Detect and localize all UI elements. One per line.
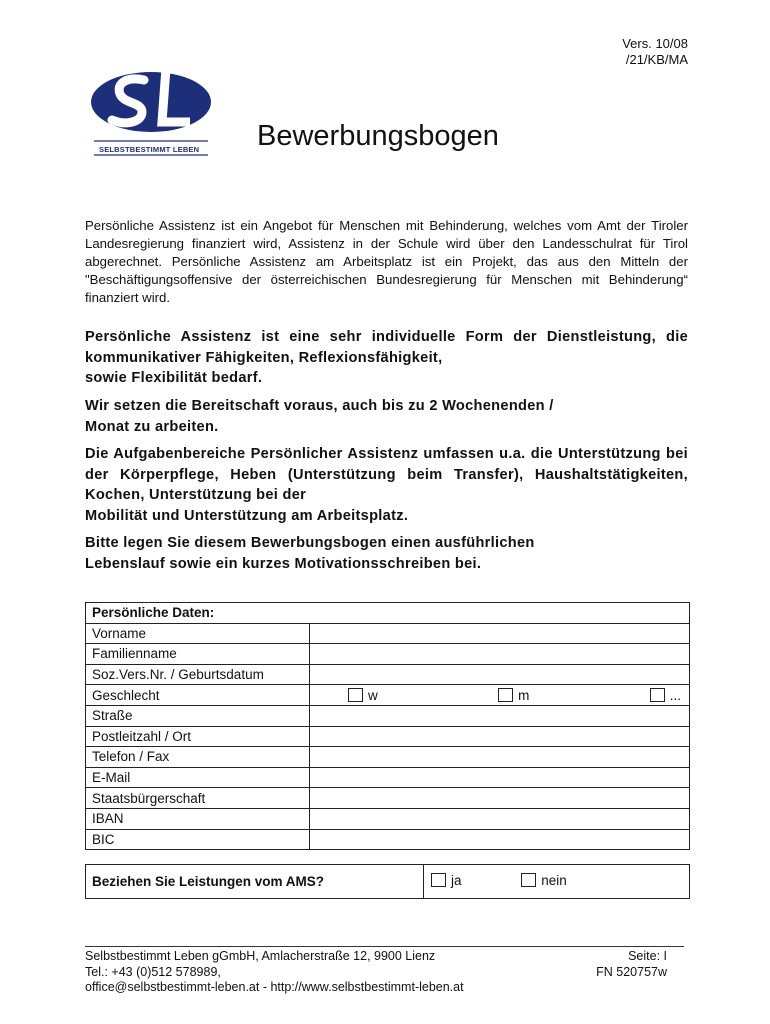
gender-options xyxy=(310,685,690,706)
version-line-2: /21/KB/MA xyxy=(625,52,688,67)
gender-option-w[interactable] xyxy=(348,686,378,705)
version-info xyxy=(622,36,688,68)
table-row xyxy=(86,705,690,726)
field-label-strasse: Straße xyxy=(86,705,310,726)
field-input-vorname[interactable] xyxy=(310,623,690,644)
field-input-bic[interactable] xyxy=(310,829,690,850)
field-input-telefon[interactable] xyxy=(310,747,690,768)
page-number: Seite: I xyxy=(628,949,667,963)
table-row xyxy=(86,685,690,706)
paragraph-text: Wir setzen die Bereitschaft voraus, auch bis zu 2 Wochenenden / xyxy=(85,398,554,414)
ams-label-no: nein xyxy=(541,872,567,888)
ams-options xyxy=(424,865,690,899)
personal-data-table xyxy=(85,602,690,850)
ams-option-yes[interactable] xyxy=(431,873,462,888)
gender-label-m: m xyxy=(518,687,530,703)
paragraph-last-line: Monat zu arbeiten. xyxy=(85,418,219,435)
footer-phone: Tel.: +43 (0)512 578989, xyxy=(85,964,221,979)
paragraph-last-line: Lebenslauf sowie ein kurzes Motivationsschreiben bei. xyxy=(85,555,482,572)
field-label-plz: Postleitzahl / Ort xyxy=(86,726,310,747)
field-input-sozvers[interactable] xyxy=(310,664,690,685)
table-row xyxy=(86,644,690,665)
field-input-email[interactable] xyxy=(310,767,690,788)
footer-divider xyxy=(85,946,684,947)
footer-address xyxy=(85,949,464,996)
field-label-geschlecht: Geschlecht xyxy=(86,685,310,706)
checkbox-nein[interactable] xyxy=(521,873,536,887)
checkbox-w[interactable] xyxy=(348,688,363,702)
paragraph-last-line: Mobilität und Unterstützung am Arbeitsplatz. xyxy=(85,507,409,524)
table-row xyxy=(86,623,690,644)
checkbox-m[interactable] xyxy=(498,688,513,702)
ams-question-table xyxy=(85,864,690,899)
table-row xyxy=(86,788,690,809)
gender-option-m[interactable] xyxy=(498,686,529,705)
field-input-plz[interactable] xyxy=(310,726,690,747)
field-input-familienname[interactable] xyxy=(310,644,690,665)
gender-label-w: w xyxy=(368,687,378,703)
table-row xyxy=(86,808,690,829)
field-label-vorname: Vorname xyxy=(86,623,310,644)
footer-page-info xyxy=(596,949,667,980)
gender-option-other[interactable] xyxy=(650,686,681,705)
paragraph-text: Bitte legen Sie diesem Bewerbungsbogen einen ausführlichen xyxy=(85,535,535,551)
field-input-iban[interactable] xyxy=(310,808,690,829)
field-label-email: E-Mail xyxy=(86,767,310,788)
logo-wordmark: SELBSTBESTIMMT LEBEN xyxy=(99,145,200,154)
table-row xyxy=(86,829,690,850)
gender-label-other: ... xyxy=(669,687,681,703)
table-row xyxy=(86,767,690,788)
paragraph-text: Die Aufgabenbereiche Persönlicher Assistenz umfassen u.a. die Unterstützung bei der Körperpflege, Heben (Unterstützung beim Transfer), Haushaltstätigkeiten, Kochen, Unterstützung bei der xyxy=(85,446,688,503)
page-title: Bewerbungsbogen xyxy=(257,120,499,152)
table-row xyxy=(86,747,690,768)
field-label-telefon: Telefon / Fax xyxy=(86,747,310,768)
footer-contact-links: office@selbstbestimmt-leben.at - http://www.selbstbestimmt-leben.at xyxy=(85,980,464,994)
field-label-staatsbuergerschaft: Staatsbürgerschaft xyxy=(86,788,310,809)
field-label-iban: IBAN xyxy=(86,808,310,829)
field-input-strasse[interactable] xyxy=(310,705,690,726)
paragraph-last-line: sowie Flexibilität bedarf. xyxy=(85,370,263,386)
table-row xyxy=(86,726,690,747)
ams-option-no[interactable] xyxy=(521,873,567,888)
paragraph-text: Persönliche Assistenz ist eine sehr individuelle Form der Dienstleistung, die kommunikativer Fähigkeiten, Reflexionsfähigkeit, xyxy=(85,329,688,366)
paragraph-attachments xyxy=(85,533,688,574)
checkbox-other[interactable] xyxy=(650,688,665,702)
paragraph-assistance-form xyxy=(85,327,688,389)
paragraph-tasks xyxy=(85,444,688,526)
paragraph-weekends xyxy=(85,396,688,437)
intro-paragraph: Persönliche Assistenz ist ein Angebot für Menschen mit Behinderung, welches vom Amt der Tiroler Landesregierung finanziert wird, Assistenz in der Schule wird über den Landesschulrat für Tirol abgerechnet. Persönliche Assistenz am Arbeitsplatz ist ein Projekt, das aus den Mitteln der "Beschäftigungsoffensive der österreichischen Bundesregierung für Menschen mit Behinderung“ finanziert wird. xyxy=(85,218,688,305)
table-row xyxy=(86,664,690,685)
footer-company: Selbstbestimmt Leben gGmbH, Amlacherstraße 12, 9900 Lienz xyxy=(85,949,436,963)
field-input-staatsbuergerschaft[interactable] xyxy=(310,788,690,809)
field-label-sozvers: Soz.Vers.Nr. / Geburtsdatum xyxy=(86,664,310,685)
company-register-number: FN 520757w xyxy=(596,964,667,979)
version-line-1: Vers. 10/08 xyxy=(622,36,688,51)
ams-label-yes: ja xyxy=(451,872,462,888)
ams-question: Beziehen Sie Leistungen vom AMS? xyxy=(86,865,424,899)
field-label-bic: BIC xyxy=(86,829,310,850)
checkbox-ja[interactable] xyxy=(431,873,446,887)
field-label-familienname: Familienname xyxy=(86,644,310,665)
personal-data-heading: Persönliche Daten: xyxy=(86,603,690,624)
